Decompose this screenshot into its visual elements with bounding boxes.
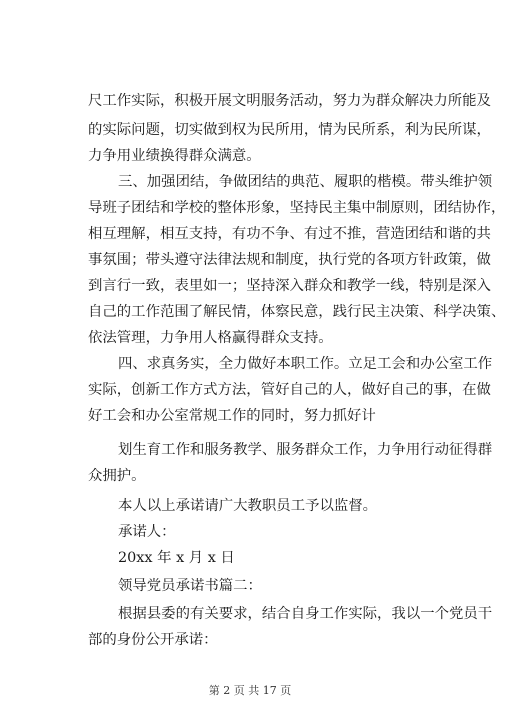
body-text-line: 导班子团结和学校的整体形象，坚持民主集中制原则，团结协作，	[88, 200, 505, 216]
body-text-line: 本人以上承诺请广大教职员工予以监督。	[118, 498, 378, 514]
body-text-line: 相互理解，相互支持，有功不争、有过不推，营造团结和谐的共	[88, 226, 491, 242]
body-text-line: 划生育工作和服务教学、服务群众工作，力争用行动征得群	[118, 442, 493, 458]
body-text-line: 众拥护。	[88, 468, 146, 484]
body-text-line: 根据县委的有关要求，结合自身工作实际，我以一个党员干	[118, 606, 493, 622]
body-text-line: 四、求真务实，全力做好本职工作。立足工会和办公室工作	[118, 356, 493, 372]
body-text-line: 的实际问题，切实做到权为民所用，情为民所系，利为民所谋，	[88, 122, 491, 138]
body-text-line: 实际，创新工作方式方法，管好自己的人，做好自己的事，在做	[88, 382, 491, 398]
page-number-footer: 第 2 页 共 17 页	[208, 684, 292, 697]
body-text-line: 事氛围；带头遵守法律法规和制度，执行党的各项方针政策，做	[88, 252, 491, 268]
body-text-line: 三、加强团结，争做团结的典范、履职的楷模。带头维护领	[118, 174, 493, 190]
body-text-line: 自己的工作范围了解民情，体察民意，践行民主决策、科学决策、	[88, 304, 505, 320]
body-text-line: 到言行一致，表里如一；坚持深入群众和教学一线，特别是深入	[88, 278, 491, 294]
body-text-line: 好工会和办公室常规工作的同时，努力抓好计	[88, 408, 376, 424]
signatory-label: 承诺人：	[118, 524, 176, 540]
body-text-line: 依法管理，力争用人格赢得群众支持。	[88, 330, 333, 346]
body-text-line: 尺工作实际，积极开展文明服务活动，努力为群众解决力所能及	[88, 93, 491, 109]
date-line: 20xx 年 x 月 x 日	[118, 550, 235, 566]
body-text-line: 力争用业绩换得群众满意。	[88, 148, 261, 164]
body-text-line: 部的身份公开承诺：	[88, 632, 218, 648]
section-heading: 领导党员承诺书篇二：	[118, 578, 262, 594]
